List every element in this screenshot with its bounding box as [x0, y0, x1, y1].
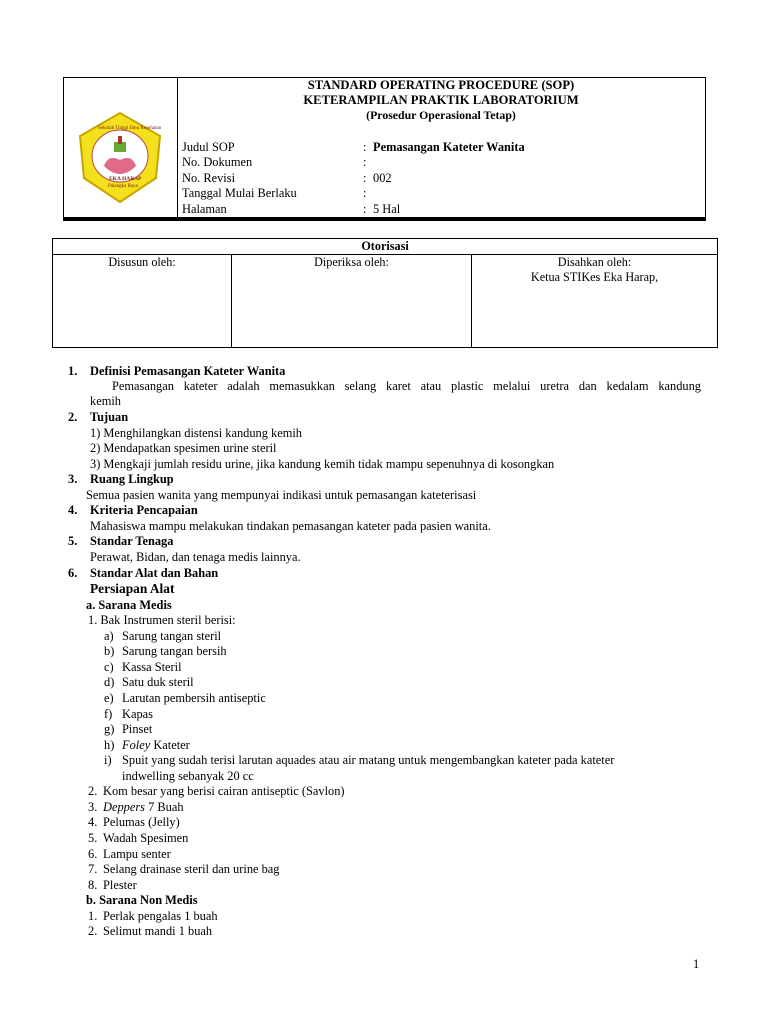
field-label: No. Revisi	[182, 171, 236, 185]
sarana-medis-label: a. Sarana Medis	[86, 598, 172, 612]
italic-term: Foley	[122, 738, 151, 752]
sub-item: Larutan pembersih antiseptic	[122, 691, 266, 705]
item-number: 2.	[88, 924, 98, 938]
list-item: 1. Bak Instrumen steril berisi:	[88, 613, 236, 627]
item-number: 1.	[88, 909, 98, 923]
section-text: Perawat, Bidan, dan tenaga medis lainnya.	[90, 550, 301, 564]
section-number: 2.	[68, 410, 78, 424]
logo-text-city: Palangka Raya	[108, 184, 138, 189]
item-number: 2.	[88, 784, 98, 798]
sub-key: b)	[104, 644, 115, 658]
field-value: 002	[373, 171, 392, 185]
section-title: Standar Tenaga	[90, 534, 174, 548]
section-title: Tujuan	[90, 410, 129, 424]
sub-item: Kassa Steril	[122, 660, 182, 674]
list-item: Perlak pengalas 1 buah	[103, 909, 218, 923]
item-number: 6.	[88, 847, 98, 861]
field-label: Halaman	[182, 202, 227, 216]
logo-cell	[64, 78, 178, 217]
sub-item: Sarung tangan bersih	[122, 644, 227, 658]
sub-key: c)	[104, 660, 114, 674]
list-item: 2) Mendapatkan spesimen urine steril	[90, 441, 277, 455]
sub-item: Spuit yang sudah terisi larutan aquades atau air matang untuk mengembangkan kateter pada kateter	[122, 753, 615, 767]
approved-by-cell	[472, 255, 718, 348]
header-bottom-rule	[63, 218, 706, 221]
field-colon: :	[363, 140, 367, 154]
item-number: 3.	[88, 800, 98, 814]
checked-by-label: Diperiksa oleh:	[314, 255, 389, 269]
sub-item-rest: Kateter	[150, 738, 190, 752]
authorization-title: Otorisasi	[53, 239, 718, 255]
page-number: 1	[693, 957, 700, 971]
authorization-table	[52, 238, 718, 348]
field-colon: :	[363, 186, 367, 200]
list-item: Plester	[103, 878, 137, 892]
list-item: 1) Menghilangkan distensi kandung kemih	[90, 426, 302, 440]
subsection-title: Persiapan Alat	[90, 581, 175, 596]
section-number: 4.	[68, 503, 78, 517]
field-label: Tanggal Mulai Berlaku	[182, 186, 297, 200]
list-item: Selimut mandi 1 buah	[103, 924, 213, 938]
list-item: Selang drainase steril dan urine bag	[103, 862, 280, 876]
list-item: Wadah Spesimen	[103, 831, 189, 845]
sub-item-cont: indwelling sebanyak 20 cc	[122, 769, 254, 783]
list-item-rest: 7 Buah	[144, 800, 184, 814]
field-colon: :	[363, 155, 367, 169]
prepared-by-label: Disusun oleh:	[108, 255, 176, 269]
section-title: Standar Alat dan Bahan	[90, 566, 219, 580]
sub-item: Sarung tangan steril	[122, 629, 222, 643]
field-value-judul: Pemasangan Kateter Wanita	[373, 140, 525, 154]
institution-logo	[64, 78, 177, 217]
approved-by-role: Ketua STIKes Eka Harap,	[530, 270, 659, 284]
sub-item: Pinset	[122, 722, 153, 736]
section-text: Semua pasien wanita yang mempunyai indikasi untuk pemasangan kateterisasi	[86, 488, 477, 502]
sub-key: d)	[104, 675, 115, 689]
list-item: 3) Mengkaji jumlah residu urine, jika kandung kemih tidak mampu sepenuhnya di kosongkan	[90, 457, 555, 471]
logo-text-top: Sekolah Tinggi Ilmu Kesehatan	[98, 126, 162, 131]
section-text: Mahasiswa mampu melakukan tindakan pemasangan kateter pada pasien wanita.	[90, 519, 491, 533]
sub-key: f)	[104, 707, 113, 721]
field-label: Judul SOP	[182, 140, 235, 154]
field-colon: :	[363, 171, 367, 185]
logo-text-name: EKA HARAP	[109, 176, 142, 182]
section-title: Kriteria Pencapaian	[90, 503, 198, 517]
list-item: Kom besar yang berisi cairan antiseptic (Savlon)	[103, 784, 345, 798]
sub-key: h)	[104, 738, 115, 752]
sop-subtitle: KETERAMPILAN PRAKTIK LABORATORIUM	[303, 93, 579, 107]
item-number: 4.	[88, 815, 98, 829]
definition-text-cont: kemih	[90, 394, 121, 408]
list-item: Pelumas (Jelly)	[103, 815, 180, 829]
item-number: 8.	[88, 878, 98, 892]
section-title: Definisi Pemasangan Kateter Wanita	[90, 364, 286, 378]
sub-item: Satu duk steril	[122, 675, 194, 689]
section-number: 6.	[68, 566, 78, 580]
section-number: 1.	[68, 364, 78, 378]
sop-title: STANDARD OPERATING PROCEDURE (SOP)	[307, 78, 575, 92]
sub-key: g)	[104, 722, 115, 736]
definition-text: Pemasangan kateter adalah memasukkan selang karet atau plastic melalui uretra dan kedalam kandung	[112, 379, 701, 393]
italic-term: Deppers	[103, 800, 145, 814]
field-label: No. Dokumen	[182, 155, 253, 169]
sarana-non-medis-label: b. Sarana Non Medis	[86, 893, 198, 907]
section-number: 5.	[68, 534, 78, 548]
section-title: Ruang Lingkup	[90, 472, 174, 486]
sub-key: a)	[104, 629, 114, 643]
sub-item: Kapas	[122, 707, 153, 721]
sub-item	[122, 738, 190, 753]
field-colon: :	[363, 202, 367, 216]
list-item: Lampu senter	[103, 847, 171, 861]
prepared-by-cell	[53, 255, 232, 348]
list-item	[103, 800, 184, 815]
sub-key: i)	[104, 753, 112, 767]
approved-by-label: Disahkan oleh:	[557, 255, 632, 269]
sop-subtitle-2: (Prosedur Operasional Tetap)	[366, 108, 516, 122]
item-number: 5.	[88, 831, 98, 845]
checked-by-cell	[232, 255, 472, 348]
field-value: 5 Hal	[373, 202, 401, 216]
item-number: 7.	[88, 862, 98, 876]
section-number: 3.	[68, 472, 78, 486]
sub-key: e)	[104, 691, 114, 705]
